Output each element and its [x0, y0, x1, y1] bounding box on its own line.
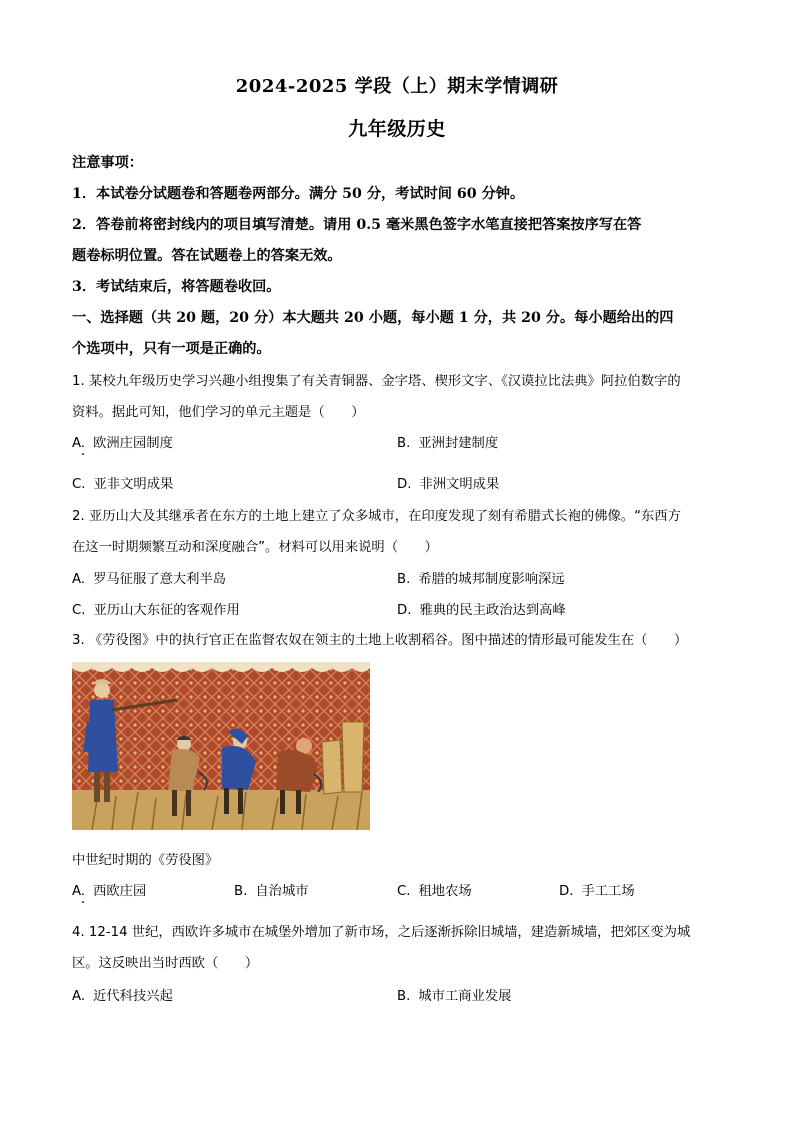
exam-subject: 九年级历史	[348, 118, 446, 140]
option-text: 亚历山大东征的客观作用	[93, 603, 240, 618]
question-2-option-a	[72, 568, 226, 587]
option-letter: D.	[397, 477, 412, 492]
option-letter: B.	[397, 436, 411, 451]
note-item-2: 2．答卷前将密封线内的项目填写清楚。请用 0.5 毫米黑色签字水笔直接把答案按序写在答	[72, 217, 642, 233]
question-3-option-b	[234, 880, 309, 899]
option-letter: B.	[397, 572, 411, 587]
question-2-stem-line2: 在这一时期频繁互动和深度融合”。材料可以用来说明（ ）	[72, 540, 438, 555]
option-text: 城市工商业发展	[418, 989, 512, 1004]
image-caption: 中世纪时期的《劳役图》	[72, 853, 219, 868]
question-2-stem-line1: 2. 亚历山大及其继承者在东方的土地上建立了众多城市，在印度发现了刻有希腊式长袍的佛像。“东西方	[72, 509, 681, 524]
question-3-option-c	[397, 880, 472, 899]
note-item-1: 1．本试卷分试题卷和答题卷两部分。满分 50 分，考试时间 60 分钟。	[72, 186, 525, 202]
question-3-option-a	[72, 880, 146, 899]
mark-dot	[82, 901, 84, 903]
option-text: 西欧庄园	[93, 884, 147, 899]
question-2-option-c	[72, 599, 240, 618]
question-1-option-b	[397, 432, 498, 451]
question-1-option-c	[72, 473, 173, 492]
note-item-2-cont: 题卷标明位置。答在试题卷上的答案无效。	[72, 248, 342, 264]
section-heading-line1: 一、选择题（共 20 题，20 分）本大题共 20 小题，每小题 1 分，共 20 分。每小题给出的四	[72, 310, 674, 326]
option-text: 亚洲封建制度	[418, 436, 499, 451]
question-3-stem: 3. 《劳役图》中的执行官正在监督农奴在领主的土地上收割稻谷。图中描述的情形最可能发生在（ ）	[72, 633, 688, 648]
question-1-stem-line2: 资料。据此可知，他们学习的单元主题是（ ）	[72, 405, 365, 420]
corvee-painting-image	[72, 662, 370, 830]
question-2-option-b	[397, 568, 565, 587]
option-letter: B.	[234, 884, 248, 899]
question-1-stem-line1: 1. 某校九年级历史学习兴趣小组搜集了有关青铜器、金字塔、楔形文字、《汉谟拉比法典》阿拉伯数字的	[72, 374, 681, 389]
option-text: 亚非文明成果	[93, 477, 174, 492]
option-text: 雅典的民主政治达到高峰	[419, 603, 566, 618]
exam-title: 2024-2025 学段（上）期末学情调研	[235, 76, 559, 97]
option-text: 自治城市	[255, 884, 309, 899]
option-letter: C.	[397, 884, 411, 899]
note-item-3: 3．考试结束后，将答题卷收回。	[72, 279, 281, 295]
option-text: 近代科技兴起	[93, 989, 173, 1004]
option-letter: A.	[72, 436, 86, 451]
question-4-stem-line2: 区。这反映出当时西欧（ ）	[72, 956, 259, 971]
option-text: 希腊的城邦制度影响深远	[418, 572, 565, 587]
option-letter: A.	[72, 884, 86, 899]
option-letter: B.	[397, 989, 411, 1004]
option-text: 租地农场	[418, 884, 472, 899]
option-letter: C.	[72, 603, 86, 618]
option-text: 罗马征服了意大利半岛	[93, 572, 227, 587]
mark-dot	[82, 453, 84, 455]
option-text: 欧洲庄园制度	[93, 436, 173, 451]
option-letter: A.	[72, 989, 86, 1004]
question-3-option-d	[559, 880, 635, 899]
question-4-stem-line1: 4. 12-14 世纪，西欧许多城市在城堡外增加了新市场，之后逐渐拆除旧城墙，建造新城墙，把郊区变为城	[72, 925, 691, 940]
option-letter: C.	[72, 477, 86, 492]
question-2-option-d	[397, 599, 566, 618]
option-text: 手工工场	[581, 884, 635, 899]
section-heading-line2: 个选项中，只有一项是正确的。	[72, 341, 271, 357]
question-4-option-b	[397, 985, 511, 1004]
notes-heading: 注意事项：	[72, 155, 143, 171]
option-letter: A.	[72, 572, 86, 587]
question-4-option-a	[72, 985, 173, 1004]
option-letter: D.	[559, 884, 574, 899]
option-text: 非洲文明成果	[419, 477, 500, 492]
question-1-option-d	[397, 473, 499, 492]
question-1-option-a	[72, 432, 173, 451]
option-letter: D.	[397, 603, 412, 618]
